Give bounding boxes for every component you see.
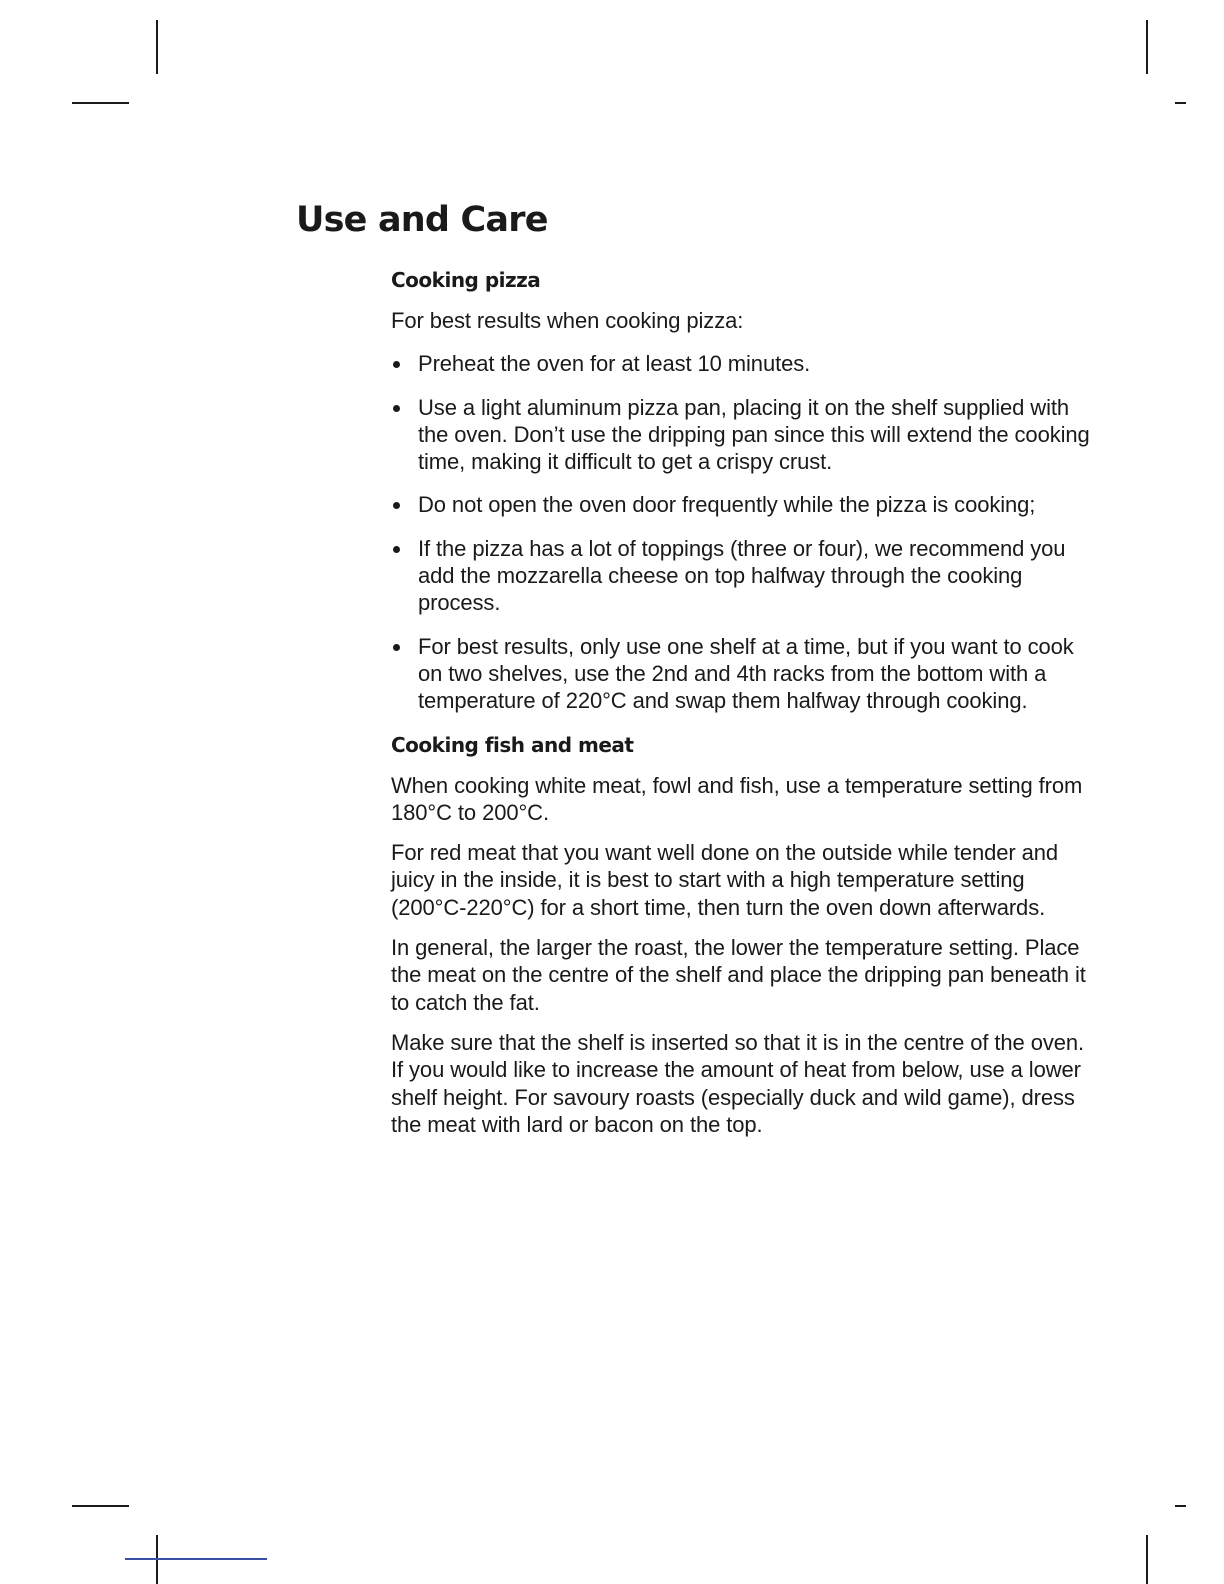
bullet-icon (393, 361, 400, 368)
pizza-intro-paragraph: For best results when cooking pizza: (391, 308, 744, 333)
fish-meat-paragraph: For red meat that you want well done on the outside while tender and juicy in the inside, it is best to start with a high temperature setting (200°C-220°C) for a short time, then turn the oven down afterwards. (391, 840, 1059, 920)
crop-mark-bottom-right-horizontal (1175, 1505, 1186, 1507)
list-item-text: For best results, only use one shelf at a time, but if you want to cook on two shelves, use the 2nd and 4th racks from the bottom with a temperature of 220°C and swap them halfway through cooking. (418, 633, 1074, 714)
list-item (391, 633, 1091, 715)
pizza-tips-list (391, 350, 1091, 714)
crop-mark-bottom-left-horizontal (72, 1505, 129, 1507)
bullet-icon (393, 502, 400, 509)
list-item (391, 350, 1091, 377)
section-heading-cooking-pizza: Cooking pizza (391, 268, 541, 292)
section-heading-cooking-fish-and-meat: Cooking fish and meat (391, 732, 634, 757)
fish-meat-paragraph: When cooking white meat, fowl and fish, use a temperature setting from 180°C to 200°C. (391, 772, 1083, 825)
list-item (391, 394, 1091, 476)
bullet-icon (393, 644, 400, 651)
list-item-text: Use a light aluminum pizza pan, placing it on the shelf supplied with the oven. Don’t use the dripping pan since this will extend the cooking time, making it difficult to get a crispy crust. (418, 394, 1090, 475)
crop-mark-top-left-horizontal (72, 102, 129, 104)
page-title: Use and Care (296, 200, 548, 240)
list-item-text: Do not open the oven door frequently while the pizza is cooking; (418, 492, 1036, 518)
crop-mark-top-right-vertical (1146, 20, 1148, 74)
crop-mark-top-right-horizontal (1175, 102, 1186, 104)
list-item (391, 491, 1105, 518)
crop-mark-bottom-right-vertical (1146, 1535, 1148, 1584)
list-item-text: If the pizza has a lot of toppings (three or four), we recommend you add the mozzarella cheese on top halfway through the cooking process. (418, 535, 1066, 616)
bullet-icon (393, 546, 400, 553)
list-item (391, 535, 1091, 617)
fish-meat-paragraph: Make sure that the shelf is inserted so that it is in the centre of the oven. If you would like to increase the amount of heat from below, use a lower shelf height. For savoury roasts (especially duck and wild game), dress the meat with lard or bacon on the top. (391, 1029, 1085, 1137)
crop-mark-bottom-left-blue-line (125, 1558, 267, 1560)
list-item-text: Preheat the oven for at least 10 minutes. (418, 351, 811, 377)
bullet-icon (393, 405, 400, 412)
page-content (391, 266, 1091, 1138)
crop-mark-bottom-left-vertical (156, 1535, 158, 1584)
fish-meat-paragraph: In general, the larger the roast, the lower the temperature setting. Place the meat on the centre of the shelf and place the dripping pan beneath it to catch the fat. (391, 935, 1086, 1015)
crop-mark-top-left-vertical (156, 20, 158, 74)
